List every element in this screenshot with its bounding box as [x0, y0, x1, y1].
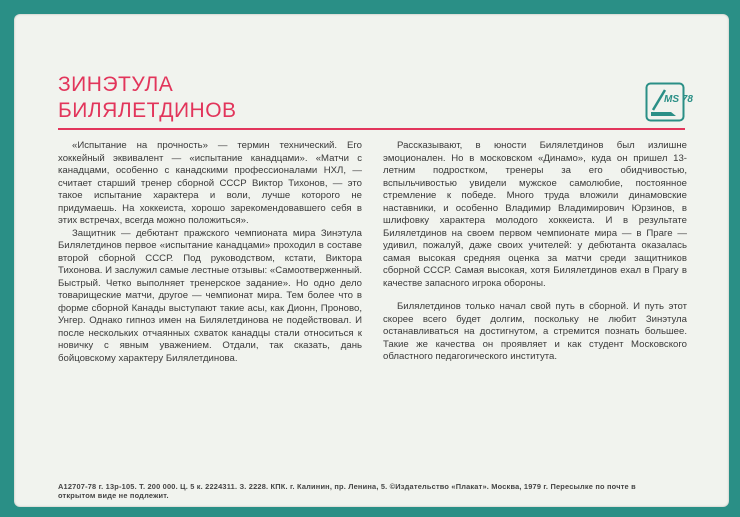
article-right-column — [383, 140, 687, 364]
title-last-name: БИЛЯЛЕТДИНОВ — [58, 99, 237, 122]
ms78-emblem-icon — [645, 82, 693, 122]
article-left-column — [58, 140, 362, 365]
title-first-name: ЗИНЭТУЛА — [58, 73, 174, 96]
imprint-line: А12707-78 г. 13р-105. Т. 200 000. Ц. 5 к. 2224311. З. 2228. КПК. г. Калинин, пр. Ленина, 5. ©Издательство «Плакат». Москва, 1979 г. Пересылке по почте в — [58, 482, 636, 491]
imprint-line: открытом виде не подлежит. — [58, 491, 169, 500]
logo-text: MS 78 — [664, 94, 693, 105]
page-title — [58, 72, 237, 124]
title-divider — [58, 128, 685, 130]
paragraph: Рассказывают, в юности Билялетдинов был излишне эмоционален. Но в московском «Динамо», куда он пришел 13-летним подростком, тренеры за его обидчивостью, вспыльчивостью увидели мужское самолюбие, постоянное стремление к победе. Много труда вложили динамовские наставники, и особенно Владимир Владимирович Юрзинов, в шлифовку характера молодого хоккеиста. И в результате Билялетдинов на своем первом чемпионате мира — в Праге — удивил, пожалуй, даже своих учителей: у дебютанта оказалась самая высокая средняя оценка за матчи среди защитников сборной СССР. Самая высокая, хотя Билялетдинов ехал в Прагу в качестве запасного игрока обороны. — [383, 140, 687, 289]
paragraph: «Испытание на прочность» — термин технический. Его хоккейный эквивалент — «испытание канадцами». «Матчи с канадцами, особенно с канадскими профессионалами НХЛ, — считает старший тренер сборной СССР Виктор Тихонов, — это такое испытание характера и воли, лучше которого не придумаешь. На хоккеиста, хорошо зарекомендовавшего себя в этих встречах, всегда можно положиться». — [58, 140, 362, 226]
paragraph: Защитник — дебютант пражского чемпионата мира Зинэтула Билялетдинов первое «испытание канадцами» проходил в составе второй сборной СССР. Под руководством, кстати, Виктора Тихонова. И заслужил самые лестные отзывы: «Самоотверженный. Быстрый. Четко выполняет тренерское задание». Но одно дело товарищеские матчи, другое — чемпионат мира. Тем более что в форме сборной Канады выступают такие асы, как Дионн, Проново, Унгер. Однако гипноз имен на Билялетдинова не подействовал. И после нескольких отчаянных схваток канадцы стали относиться к новичку с явным уважением. Отдали, так сказать, дань бойцовскому характеру Билялетдинова. — [58, 227, 362, 364]
imprint-footer — [58, 482, 708, 500]
paragraph: Билялетдинов только начал свой путь в сборной. И путь этот скорее всего будет долгим, поскольку не любит Зинэтула останавливаться на достигнутом, а стремится познать большее. Такие же качества он проявляет и как студент Московского областного педагогического института. — [383, 301, 687, 362]
